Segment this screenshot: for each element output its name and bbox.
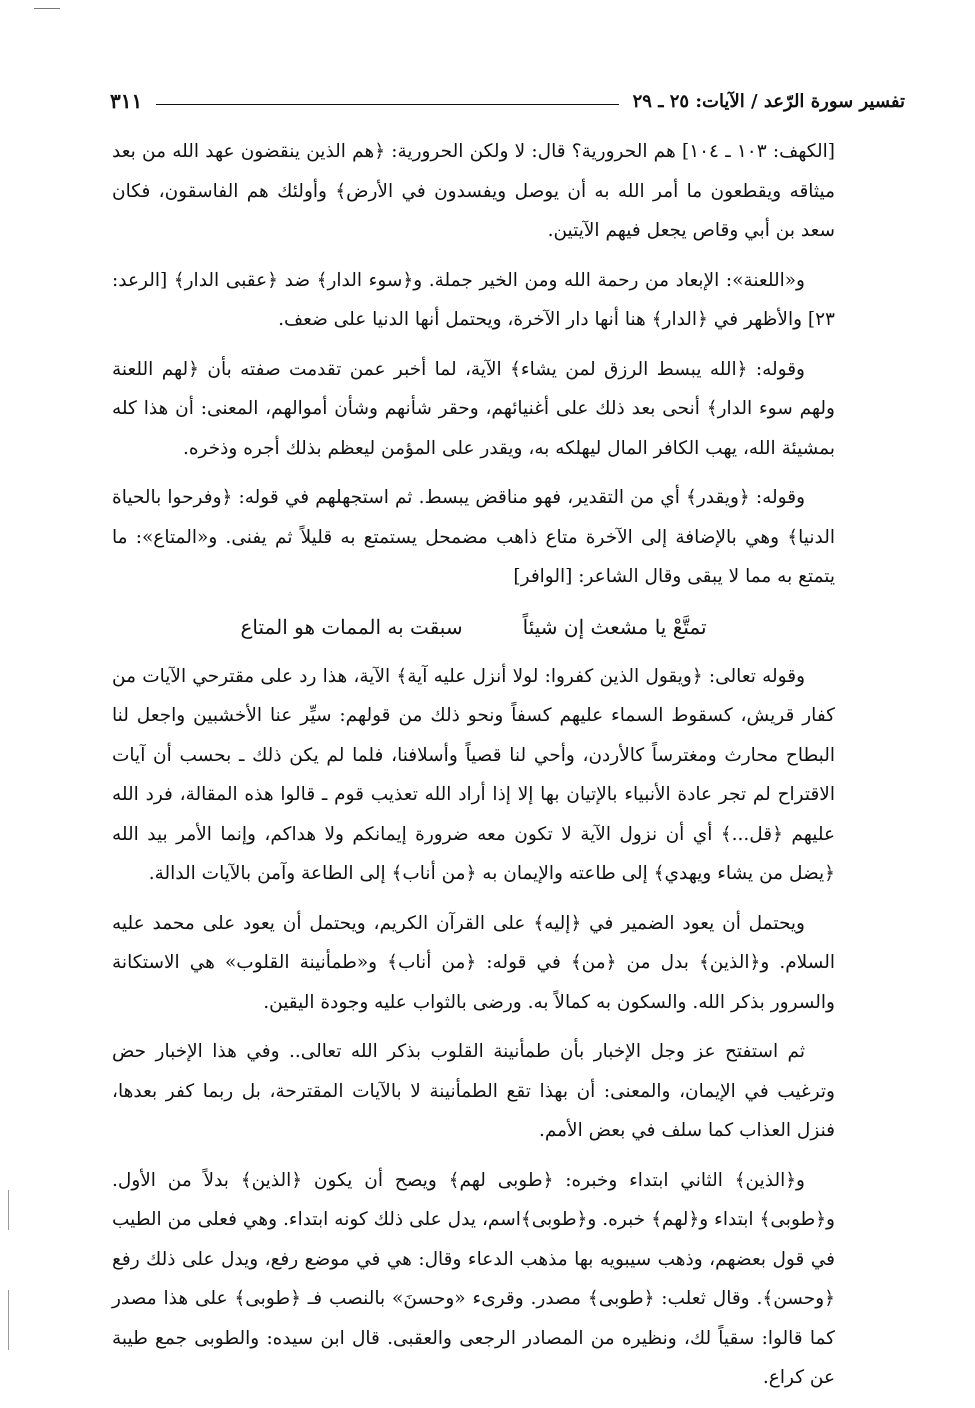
paragraph: و«اللعنة»: الإبعاد من رحمة الله ومن الخير جملة. و﴿سوء الدار﴾ ضد ﴿عقبى الدار﴾ [الرعد: ٢٣] والأظهر في ﴿الدار﴾ هنا أنها دار الآخرة، ويحتمل أنها الدنيا على ضعف. — [112, 269, 835, 330]
paragraph: و﴿الذين﴾ الثاني ابتداء وخبره: ﴿طوبى لهم﴾ ويصح أن يكون ﴿الذين﴾ بدلاً من الأول. و﴿طوبى﴾ ابتداء و﴿لهم﴾ خبره. و﴿طوبى﴾اسم، يدل على ذلك كونه ابتداء. وهي فعلى من الطيب في قول بعضهم، وذهب سيبويه بها مذهب الدعاء وقال: هي في موضع رفع، ويدل على ذلك رفع ﴿وحسن﴾. وقال ثعلب: ﴿طوبى﴾ مصدر. وقرىء «وحسنَ» بالنصب فـ ﴿طوبى﴾ على هذا مصدر كما قالوا: سقياً لك، ونظيره من المصادر الرجعى والعقبى. قال ابن سيده: والطوبى جمع طيبة عن كراع. — [112, 1169, 835, 1388]
poetry-verse — [112, 607, 835, 647]
margin-line — [8, 1190, 9, 1230]
paragraph: [الكهف: ١٠٣ ـ ١٠٤] هم الحرورية؟ قال: لا ولكن الحرورية: ﴿هم الذين ينقضون عهد الله من بعد ميثاقه ويقطعون ما أمر الله به أن يوصل ويفسدون في الأرض﴾ وأولئك هم الفاسقون، فكان سعد بن أبي وقاص يجعل فيهم الآيتين. — [112, 141, 836, 241]
running-title: تفسير سورة الرّعد / الآيات: ٢٥ ـ ٢٩ — [632, 90, 905, 112]
paragraph: وقوله: ﴿الله يبسط الرزق لمن يشاء﴾ الآية، لما أخبر عمن تقدمت صفته بأن ﴿لهم اللعنة ولهم سوء الدار﴾ أنحى بعد ذلك على أغنيائهم، وحقر شأنهم وشأن أموالهم، المعنى: أن هذا كله بمشيئة الله، يهب الكافر المال ليهلكه به، ويقدر على المؤمن ليعظم بذلك أجره وذخره. — [112, 358, 835, 459]
margin-line — [8, 1290, 9, 1350]
main-text — [112, 132, 835, 1408]
page-number: ٣١١ — [110, 89, 143, 113]
paragraph: ويحتمل أن يعود الضمير في ﴿إليه﴾ على القرآن الكريم، ويحتمل أن يعود على محمد عليه السلام. و﴿الذين﴾ بدل من ﴿من﴾ في قوله: ﴿من أناب﴾ و«طمأنينة القلوب» هي الاستكانة والسرور بذكر الله. والسكون به كمالاً به. ورضى بالثواب عليه وجودة اليقين. — [112, 912, 835, 1013]
paragraph: وقوله تعالى: ﴿ويقول الذين كفروا: لولا أنزل عليه آية﴾ الآية، هذا رد على مقترحي الآيات من كفار قريش، كسقوط السماء عليهم كسفاً ونحو ذلك من قولهم: سيِّر عنا الأخشبين واجعل لنا البطاح محارث ومغترساً كالأردن، وأحي لنا قصياً وأسلافنا، فلما لم يكن ذلك ـ بحسب أن آيات الاقتراح لم تجر عادة الأنبياء بالإتيان بها إلا إذا أراد الله تعذيب قوم ـ قالوا هذه المقالة، فرد الله عليهم ﴿قل...﴾ أي أن نزول الآية لا تكون معه ضرورة إيمانكم ولا هداكم، وإنما الأمر بيد الله ﴿يضل من يشاء ويهدي﴾ إلى طاعته والإيمان به ﴿من أناب﴾ إلى الطاعة وآمن بالآيات الدالة. — [112, 665, 835, 884]
second-hemistich: سبقت به الممات هو المتاع — [240, 614, 463, 639]
header-rule — [156, 104, 618, 105]
first-hemistich: تمتَّعْ يا مشعث إن شيئاً — [522, 614, 707, 639]
paragraph: ثم استفتح عز وجل الإخبار بأن طمأنينة القلوب بذكر الله تعالى.. وفي هذا الإخبار حض وترغيب في الإيمان، والمعنى: أن بهذا تقع الطمأنينة لا بالآيات المقترحة، بل ربما كفر بعدها، فنزل العذاب كما سلف في بعض الأمم. — [112, 1041, 835, 1141]
paragraph: وقوله: ﴿ويقدر﴾ أي من التقدير، فهو مناقض يبسط. ثم استجهلهم في قوله: ﴿وفرحوا بالحياة الدنيا﴾ وهي بالإضافة إلى الآخرة متاع ذاهب مضمحل يستمتع به قليلاً ثم يفنى. و«المتاع»: ما يتمتع به مما لا يبقى وقال الشاعر: [الوافر] — [112, 487, 835, 587]
corner-mark — [34, 8, 60, 9]
running-header — [110, 86, 905, 116]
